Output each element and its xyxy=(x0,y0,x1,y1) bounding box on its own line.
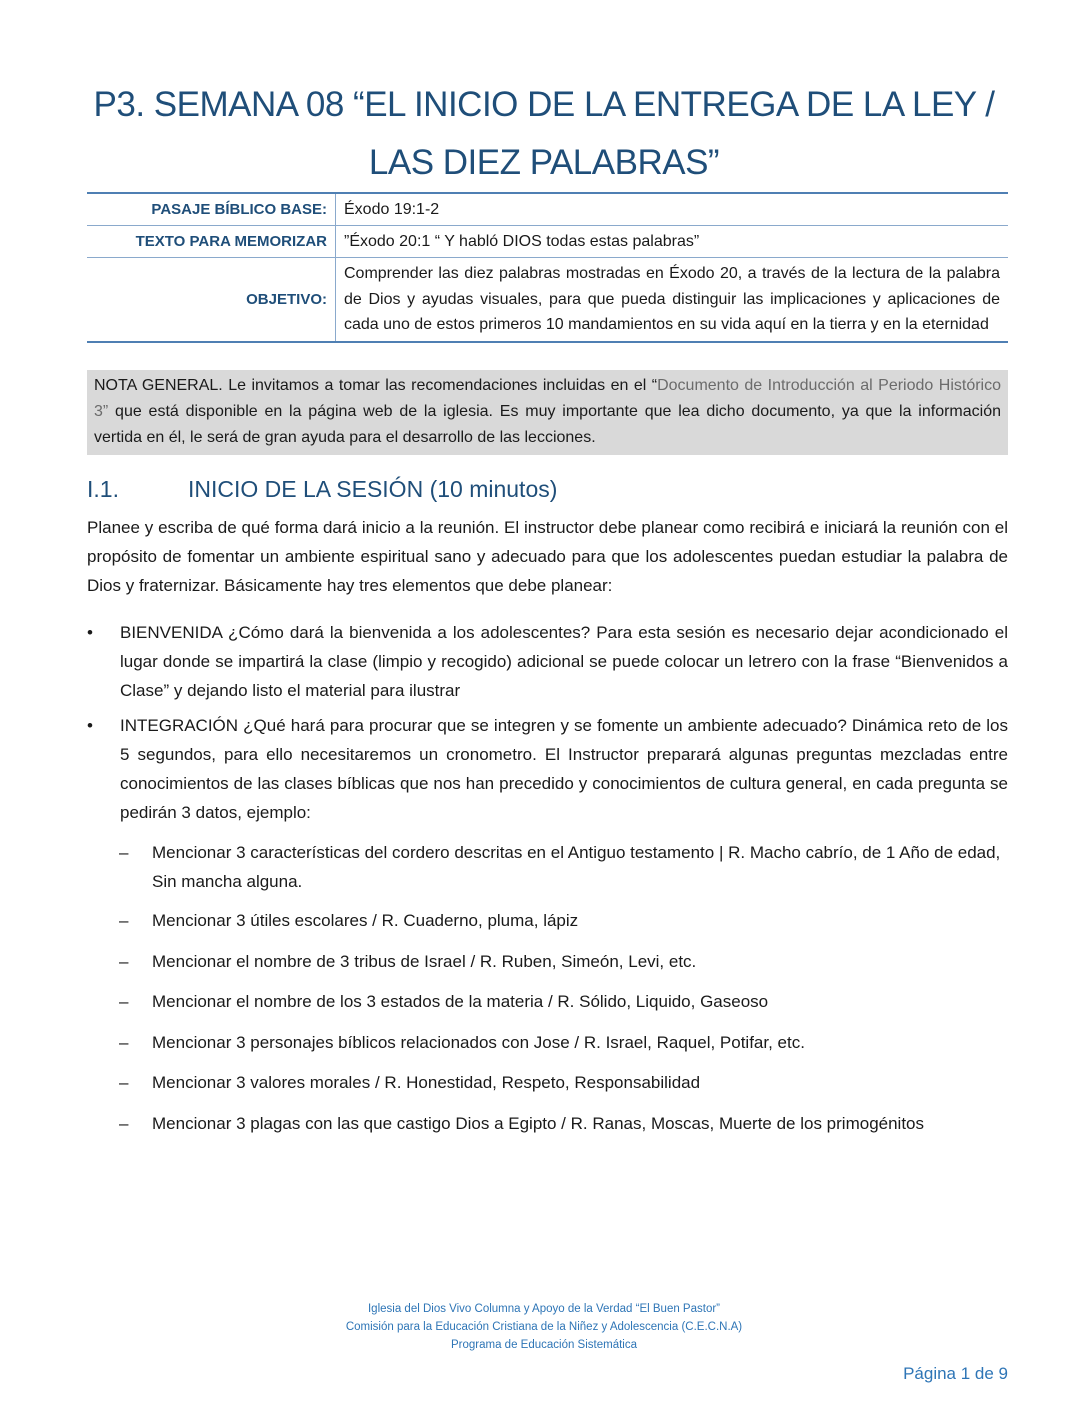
bullet-icon: • xyxy=(87,623,93,642)
sub-item-text: Mencionar 3 plagas con las que castigo Dios a Egipto / R. Ranas, Moscas, Muerte de los primogénitos xyxy=(152,1114,925,1133)
sub-item-text: Mencionar 3 valores morales / R. Honestidad, Respeto, Responsabilidad xyxy=(152,1073,701,1092)
page-number: Página 1 de 9 xyxy=(903,1364,1008,1383)
sub-list-item xyxy=(119,906,1008,935)
sub-list-item xyxy=(119,947,1008,976)
note-text-2: que está disponible en la página web de la iglesia. Es muy importante que lea dicho documento, ya que la información vertida en él, le será de gran ayuda para el desarrollo de las lecciones. xyxy=(94,403,1001,446)
intro-paragraph: Planee y escriba de qué forma dará inicio a la reunión. El instructor debe planear como recibirá e iniciará la reunión con el propósito de fomentar un ambiente espiritual sano y adecuado para que los adolescentes puedan estudiar la palabra de Dios y fraternizar. Básicamente hay tres elementos que debe planear: xyxy=(87,518,1008,595)
bullet-icon: • xyxy=(87,716,93,735)
dash-icon: – xyxy=(119,1114,129,1133)
sub-item-text: Mencionar 3 útiles escolares / R. Cuaderno, pluma, lápiz xyxy=(152,911,579,930)
info-row-texto xyxy=(87,226,1008,258)
section-title: INICIO DE LA SESIÓN (10 minutos) xyxy=(188,476,558,502)
sub-item-text: Mencionar 3 características del cordero descritas en el Antiguo testamento | R. Macho cabrío, de 1 Año de edad, Sin mancha alguna. xyxy=(152,843,1001,891)
info-label: TEXTO PARA MEMORIZAR xyxy=(87,226,336,258)
info-label: OBJETIVO: xyxy=(87,258,336,342)
info-value: Comprender las diez palabras mostradas en Éxodo 20, a través de la lectura de la palabra de Dios y ayudas visuales, para que pueda distinguir las implicaciones y aplicaciones de cada uno de estos primeros 10 mandamientos en su vida aquí en la tierra y en la eternidad xyxy=(344,265,1000,333)
sub-list-item xyxy=(119,838,1008,896)
general-note xyxy=(87,370,1008,455)
dash-icon: – xyxy=(119,1073,129,1092)
note-text-1: NOTA GENERAL. Le invitamos a tomar las recomendaciones incluidas en el “ xyxy=(94,377,658,394)
sub-list-item xyxy=(119,1028,1008,1057)
sub-item-text: Mencionar 3 personajes bíblicos relacionados con Jose / R. Israel, Raquel, Potifar, etc. xyxy=(152,1033,805,1052)
title-line-1: P3. SEMANA 08 “EL INICIO DE LA ENTREGA DE LA LEY / xyxy=(93,85,995,124)
lesson-info-table xyxy=(87,192,1008,343)
title-line-2: LAS DIEZ PALABRAS” xyxy=(368,143,720,182)
bullet-text: INTEGRACIÓN ¿Qué hará para procurar que se integren y se fomente un ambiente adecuado? Dinámica reto de los 5 segundos, para ello necesitaremos un cronometro. El Instructor preparará algunas preguntas mezcladas entre conocimientos de las clases bíblicas que nos han precedido y conocimientos de cultura general, en cada pregunta se pedirán 3 datos, ejemplo: xyxy=(120,716,1008,822)
section-heading xyxy=(87,474,557,504)
dash-icon: – xyxy=(119,1033,129,1052)
sub-list-item xyxy=(119,1109,1008,1138)
info-label: PASAJE BÍBLICO BASE: xyxy=(87,193,336,226)
footer-line-1: Iglesia del Dios Vivo Columna y Apoyo de la Verdad “El Buen Pastor” xyxy=(367,1303,720,1315)
section-number: I.1. xyxy=(87,476,119,502)
footer-line-3: Programa de Educación Sistemática xyxy=(450,1339,637,1351)
list-item xyxy=(87,618,1008,705)
bullet-text: BIENVENIDA ¿Cómo dará la bienvenida a los adolescentes? Para esta sesión es necesario dejar acondicionado el lugar donde se impartirá la clase (limpio y recogido) adicional se puede colocar un letrero con la frase “Bienvenidos a Clase” y dejando listo el material para ilustrar xyxy=(120,623,1008,700)
dash-icon: – xyxy=(119,952,129,971)
list-item xyxy=(87,711,1008,827)
note-document-link[interactable]: Documento de Introducción al Periodo Histórico 3” xyxy=(94,377,1002,420)
dash-icon: – xyxy=(119,843,129,862)
info-row-pasaje xyxy=(87,193,1008,226)
page-footer xyxy=(0,1300,1088,1354)
dash-icon: – xyxy=(119,992,129,1011)
sub-item-text: Mencionar el nombre de los 3 estados de la materia / R. Sólido, Liquido, Gaseoso xyxy=(152,992,769,1011)
document-title xyxy=(80,76,1008,192)
sub-list-item xyxy=(119,1068,1008,1097)
footer-line-2: Comisión para la Educación Cristiana de la Niñez y Adolescencia (C.E.C.N.A) xyxy=(345,1321,743,1333)
sub-list-item xyxy=(119,987,1008,1016)
info-value: ”Éxodo 20:1 “ Y habló DIOS todas estas palabras” xyxy=(336,226,1009,258)
info-value: Éxodo 19:1-2 xyxy=(336,193,1009,226)
dash-icon: – xyxy=(119,911,129,930)
info-row-objetivo xyxy=(87,258,1008,342)
sub-item-text: Mencionar el nombre de 3 tribus de Israel / R. Ruben, Simeón, Levi, etc. xyxy=(152,952,697,971)
